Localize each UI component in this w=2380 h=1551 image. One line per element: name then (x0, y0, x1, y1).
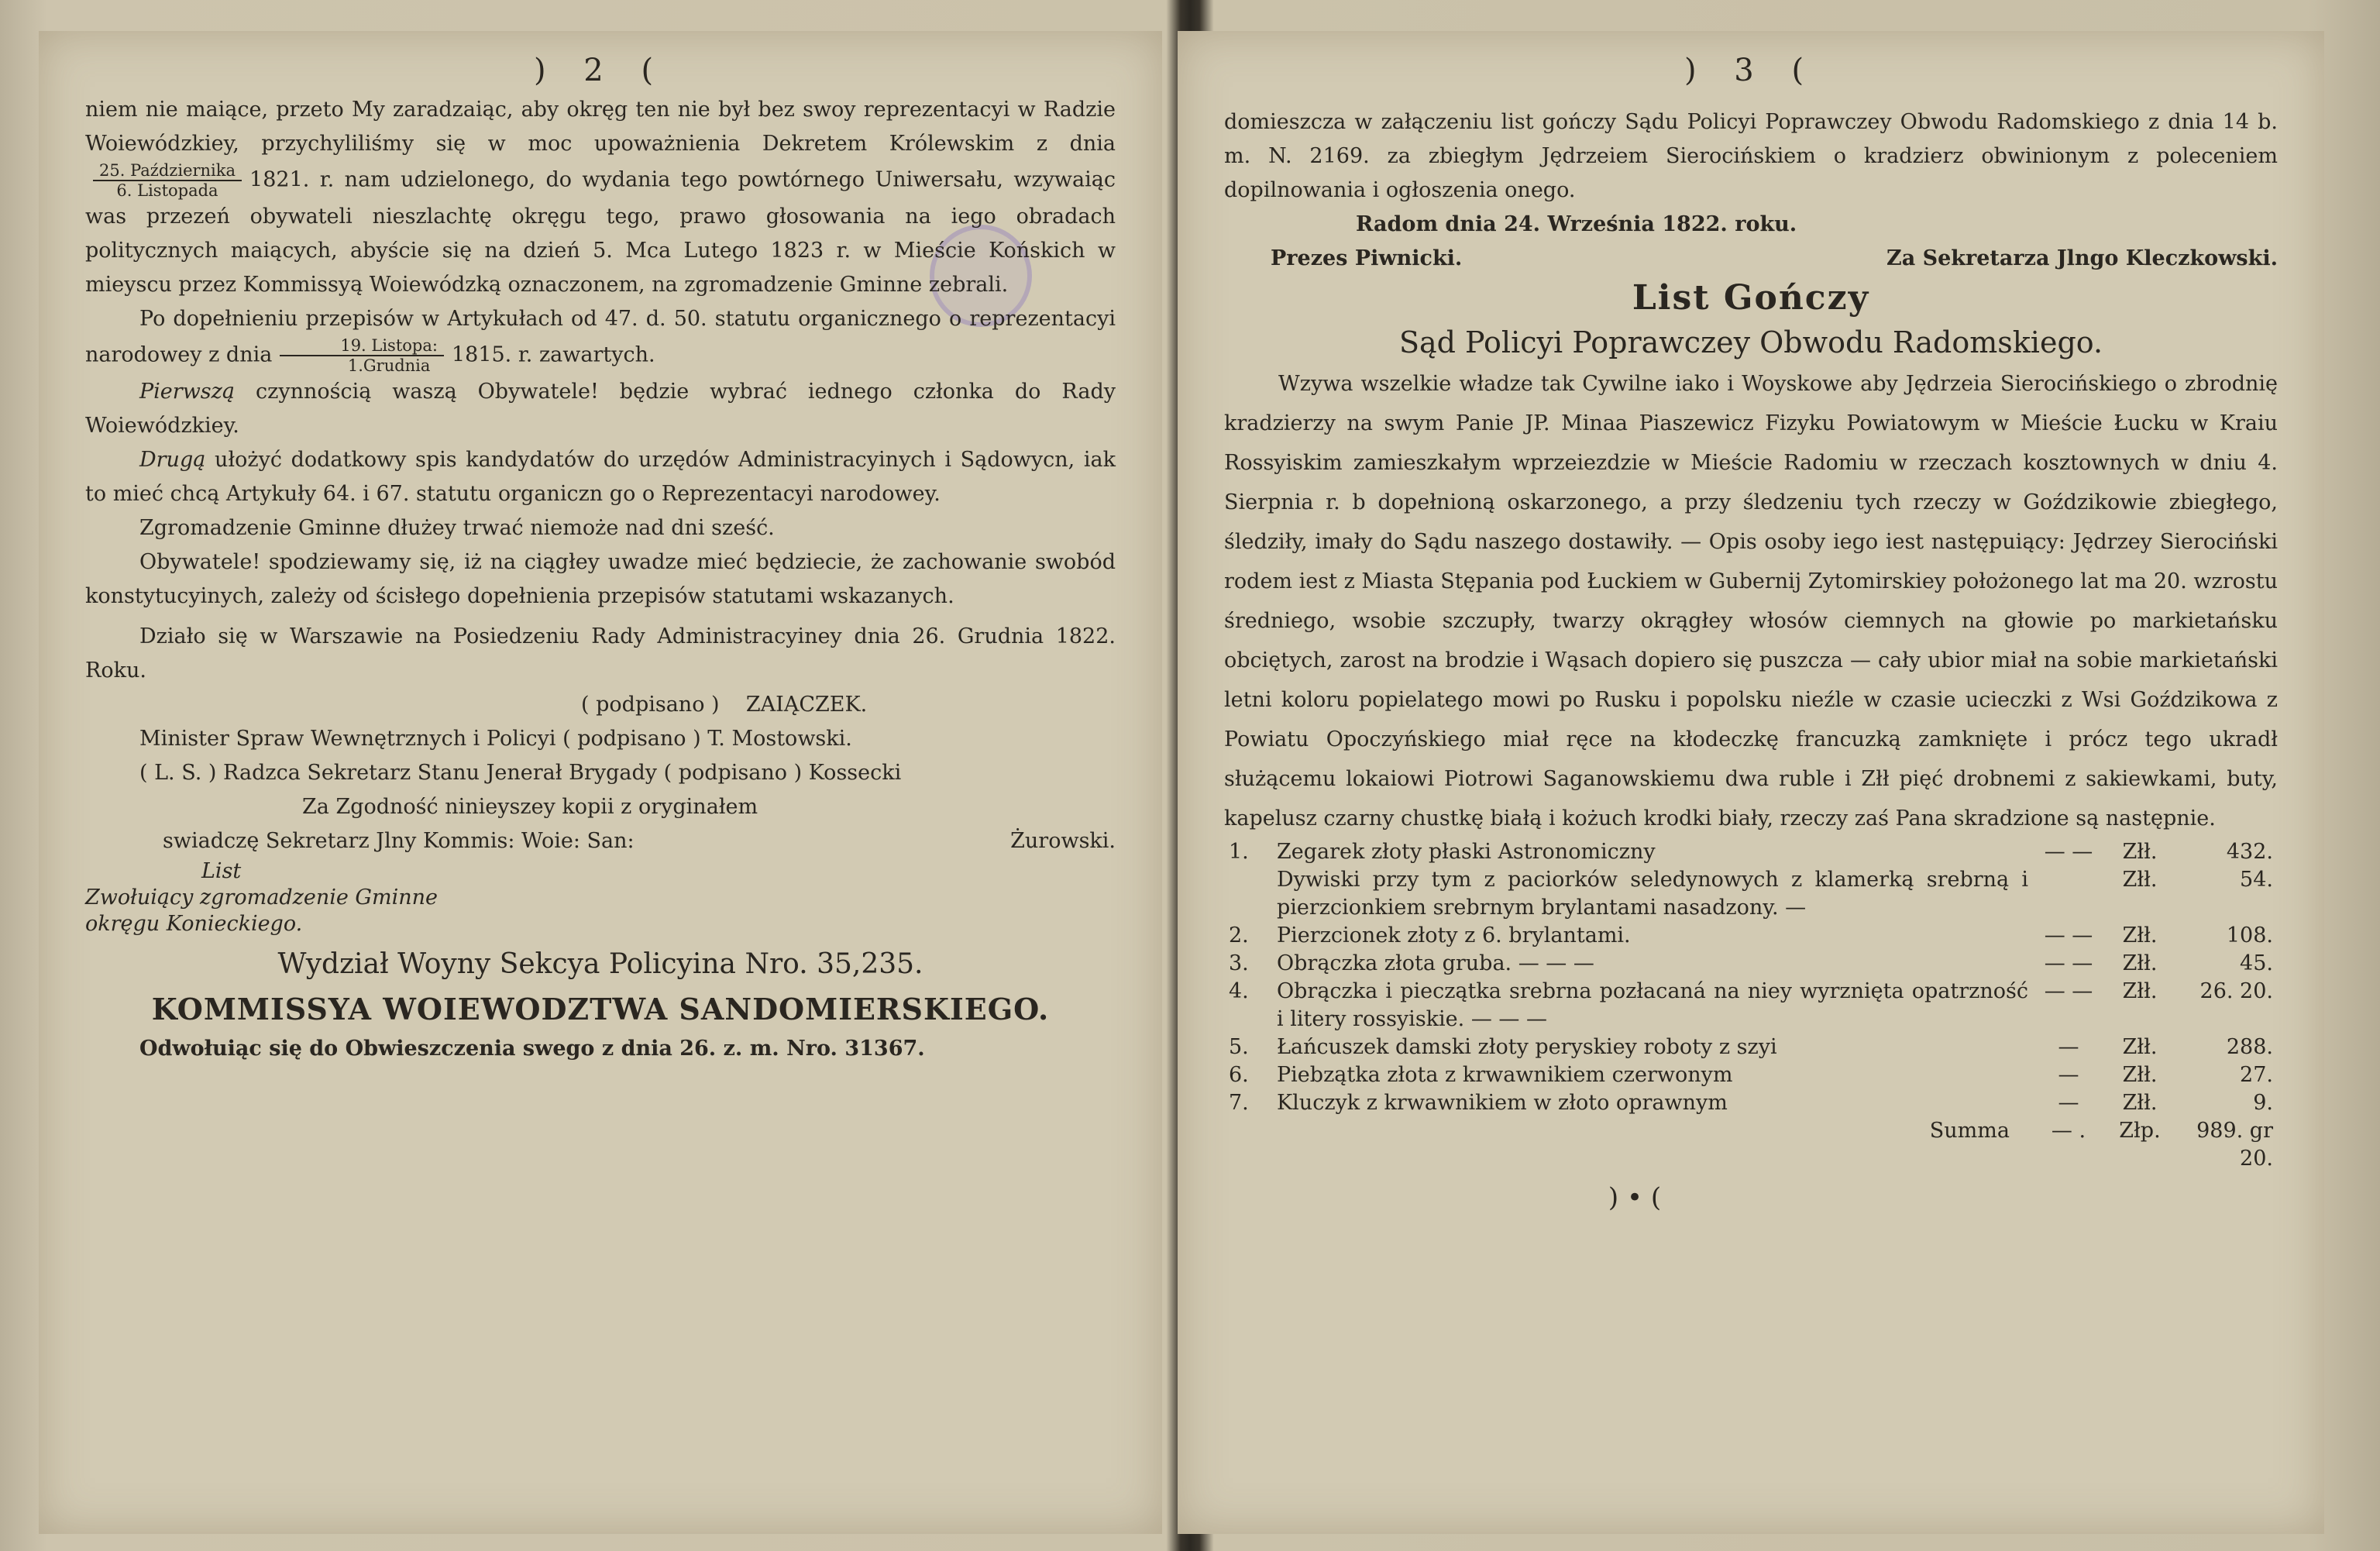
item-amount: 9. (2253, 1091, 2273, 1115)
left-para-4-text: ułożyć dodatkowy spis kandydatów do urzędów Administracyinych i Sądowycn, iak to mieć chcą Artykuły 64. i 67. statutu organiczn go o Reprezentacyi narodowey. (85, 448, 1116, 506)
item-currency: Złł. (2122, 868, 2158, 892)
table-row (1224, 866, 2278, 922)
item-num: 6. (1229, 1063, 1249, 1087)
ls-line: ( L. S. ) Radzca Sekretarz Stanu Jenerał Brygady ( podpisano ) Kossecki (139, 761, 902, 785)
item-num: 4. (1229, 979, 1249, 1003)
item-currency: Złł. (2122, 951, 2158, 975)
item-desc: Kluczyk z krwawnikiem w złoto oprawnym (1277, 1091, 1728, 1115)
item-dash: — (2058, 1091, 2079, 1115)
right-para-1: domieszcza w załączeniu list gończy Sądu Policyi Poprawczey Obwodu Radomskiego z dnia 14 b. m. N. 2169. za zbiegłym Jędrzeiem Sierocińskiem o kradzierz obwinionym z poleceniem dopilnowania i ogłoszenia onego. (1224, 110, 2278, 202)
table-row (1224, 838, 2278, 866)
item-desc: Pierzcionek złoty z 6. brylantami. (1277, 923, 1631, 947)
summa-label: Summa (1929, 1119, 2010, 1143)
signed-label: ( podpisano ) (581, 693, 720, 717)
table-row (1224, 1061, 2278, 1089)
list-title-2: Zwołuiący zgromadzenie Gminne (85, 886, 438, 910)
item-amount: 45. (2240, 951, 2273, 975)
item-num: 2. (1229, 923, 1249, 947)
item-amount: 26. 20. (2199, 979, 2273, 1003)
summa-amount: 989. gr 20. (2196, 1119, 2273, 1171)
item-currency: Złł. (2122, 1035, 2158, 1059)
wydzial-line: Wydział Woyny Sekcya Policyina Nro. 35,235. (277, 948, 923, 980)
left-page-number: ) 2 ( (533, 53, 668, 88)
bottom-page-mark: ) • ( (1608, 1182, 1662, 1213)
item-dash: — — (2044, 923, 2093, 947)
stolen-items-table (1224, 838, 2278, 1173)
left-para-3 (85, 375, 1116, 443)
left-page-body (85, 93, 1116, 1066)
signed-name: ZAIĄCZEK. (745, 693, 868, 717)
right-page-number: ) 3 ( (1684, 53, 1818, 88)
radom-date: Radom dnia 24. Września 1822. roku. (1356, 212, 1797, 236)
summa-row (1224, 1117, 2278, 1173)
table-row (1224, 1089, 2278, 1117)
left-para-1-b: 1821. r. nam udzielonego, do wydania tego powtórnego Uniwersału, wzywaiąc was przezeń obywateli nieszlachtę okręgu tego, prawo głosowania na iego obradach politycznych maiących, abyście się na dzień 5. Mca Lutego 1823 r. w Mieście Końskich w mieyscu przez Kommissyą Woiewódzką oznaczonem, na zgromadzenie Gminne zebrali. (85, 167, 1116, 297)
conform-line-2-a: swiadczę Sekretarz Jlny Kommis: Woie: San: (163, 829, 635, 853)
right-page-body (1224, 105, 2278, 1215)
conform-line-2 (85, 824, 1116, 858)
item-amount: 27. (2240, 1063, 2273, 1087)
item-desc: Piebzątka złota z krwawnikiem czerwonym (1277, 1063, 1733, 1087)
item-dash: — (2058, 1035, 2079, 1059)
item-amount: 54. (2240, 868, 2273, 892)
item-dash (2033, 866, 2104, 922)
item-dash: — — (2044, 951, 2093, 975)
minister-line: Minister Spraw Wewnętrznych i Policyi ( podpisano ) T. Mostowski. (139, 727, 852, 751)
table-row (1224, 922, 2278, 950)
table-row (1224, 950, 2278, 978)
left-para-3-lead: Pierwszą (139, 380, 235, 404)
date-fraction-1 (93, 161, 242, 200)
kommissya-heading: KOMMISSYA WOIEWODZTWA SANDOMIERSKIEGO. (151, 992, 1050, 1027)
item-currency: Złł. (2122, 979, 2158, 1003)
item-desc: Zegarek złoty płaski Astronomiczny (1277, 840, 1656, 864)
sad-heading: Sąd Policyi Poprawczey Obwodu Radomskiego. (1398, 325, 2103, 359)
item-dash: — — (2044, 979, 2093, 1003)
item-dash: — (2058, 1063, 2079, 1087)
item-amount: 288. (2226, 1035, 2273, 1059)
left-para-1 (85, 93, 1116, 302)
left-para-2 (85, 302, 1116, 375)
left-para-7: Działo się w Warszawie na Posiedzeniu Rady Administracyiney dnia 26. Grudnia 1822. Roku. (85, 624, 1116, 683)
left-para-2-b: 1815. r. zawartych. (451, 342, 655, 367)
prezes-signature: Prezes Piwnicki. (1271, 246, 1463, 270)
left-para-6: Obywatele! spodziewamy się, iż na ciągłey uwadze mieć będziecie, że zachowanie swobód konstytucyinych, zależy od ścisłego dopełnienia przepisów statutami wskazanych. (85, 550, 1116, 608)
date-fraction-2 (280, 336, 444, 375)
item-amount: 108. (2226, 923, 2273, 947)
conform-line-1: Za Zgodność ninieyszey kopii z oryginałem (302, 795, 758, 819)
item-dash: — — (2044, 840, 2093, 864)
item-currency: Złł. (2122, 840, 2158, 864)
item-currency: Złł. (2122, 1091, 2158, 1115)
left-page (39, 31, 1162, 1534)
list-gonczy-heading: List Gończy (1632, 278, 1870, 318)
list-title-1: List (201, 859, 242, 883)
left-para-4 (85, 443, 1116, 511)
item-num: 7. (1229, 1091, 1249, 1115)
item-desc: Obrączka i pieczątka srebrna pozłacaná na niey wyrznięta opatrzność i litery rossyiskie. — — — (1277, 979, 2028, 1031)
item-num (1224, 866, 1272, 922)
item-desc: Dywiski przy tym z paciorków seledynowych z klamerką srebrną i pierzcionkiem srebrnym brylantami nasadzony. — (1277, 868, 2028, 920)
item-currency: Złł. (2122, 923, 2158, 947)
item-amount: 432. (2226, 840, 2273, 864)
left-para-5: Zgromadzenie Gminne dłużey trwać niemoże nad dni sześć. (139, 516, 775, 540)
signatures-line (1224, 242, 2278, 276)
right-body-text: Wzywa wszelkie władze tak Cywilne iako i Woyskowe aby Jędrzeia Sierocińskiego o zbrodnię kradzierzy na swym Panie JP. Minaa Piaszewicz Fizyku Powiatowym w Mieście Łucku w Kraiu Rossyiskim zamieszkałym wprzeiezdzie w Mieście Radomiu w rzeczach kosztownych w dniu 4. Sierpnia r. b dopełnioną oskarzonego, a przy śledzeniu tych rzeczy w Goździkowie zbiegłego, śledziły, imały do Sądu naszego dostawiły. — Opis osoby iego iest następuiący: Jędrzey Sierociński rodem iest z Miasta Stępania pod Łuckiem w Gubernij Zytomirskiey położonego lat ma 20. wzrostu średniego, wsobie szczupły, twarzy okrągłey włosów ciemnych na głowie po markietańsku obciętych, zarost na brodzie i Wąsach dopiero się puszcza — cały ubior miał na sobie markietański letni koloru popielatego mowi po Rusku i popolsku nieźle w czasie ucieczki z Wsi Goździkowa z Powiatu Opoczyńskiego miał ręce na kłodeczkę francuzką zamknięte i prócz tego ukradł służącemu lokaiowi Piotrowi Saganowskiemu dwa ruble i Złł pięć drobnemi z sakiewkami, buty, kapelusz czarny chustkę białą i kożuch krodki biały, rzeczy zaś Pana skradzione są następnie. (1224, 372, 2278, 831)
item-num: 1. (1229, 840, 1249, 864)
right-page (1178, 31, 2324, 1534)
fraction-1-numerator: 25. Października (93, 161, 242, 181)
item-num: 3. (1229, 951, 1249, 975)
item-currency: Złł. (2122, 1063, 2158, 1087)
left-para-1-a: niem nie maiące, przeto My zaradzaiąc, aby okręg ten nie był bez swoy reprezentacyi w Radzie Woiewódzkiey, przychyliliśmy się w moc upoważnienia Dekretem Królewskim z dnia (85, 98, 1116, 156)
sekretarz-signature: Za Sekretarza Jlngo Kleczkowski. (1886, 246, 2278, 270)
signed-line (85, 688, 1116, 722)
left-para-3-text: czynnością waszą Obywatele! będzie wybrać iednego członka do Rady Woiewódzkiey. (85, 380, 1116, 438)
list-title-3: okręgu Konieckiego. (85, 912, 303, 936)
odwoluiac-line: Odwołuiąc się do Obwieszczenia swego z dnia 26. z. m. Nro. 31367. (139, 1037, 925, 1061)
fraction-2-numerator: 19. Listopa: (280, 336, 444, 356)
conform-signature: Żurowski. (1010, 829, 1116, 853)
item-desc: Obrączka złota gruba. — — — (1277, 951, 1594, 975)
summa-dash: — . (2051, 1119, 2086, 1143)
left-para-4-lead: Drugą (139, 448, 206, 472)
summa-currency: Złp. (2119, 1119, 2161, 1143)
left-para-2-a: Po dopełnieniu przepisów w Artykułach od 47. d. 50. statutu organicznego o reprezentacyi narodowey z dnia (85, 307, 1116, 367)
table-row (1224, 978, 2278, 1033)
fraction-2-denominator: 1.Grudnia (347, 356, 431, 375)
fraction-1-denominator: 6. Listopada (116, 181, 218, 200)
table-row (1224, 1033, 2278, 1061)
item-desc: Łańcuszek damski złoty peryskiey roboty z szyi (1277, 1035, 1777, 1059)
item-num: 5. (1229, 1035, 1249, 1059)
